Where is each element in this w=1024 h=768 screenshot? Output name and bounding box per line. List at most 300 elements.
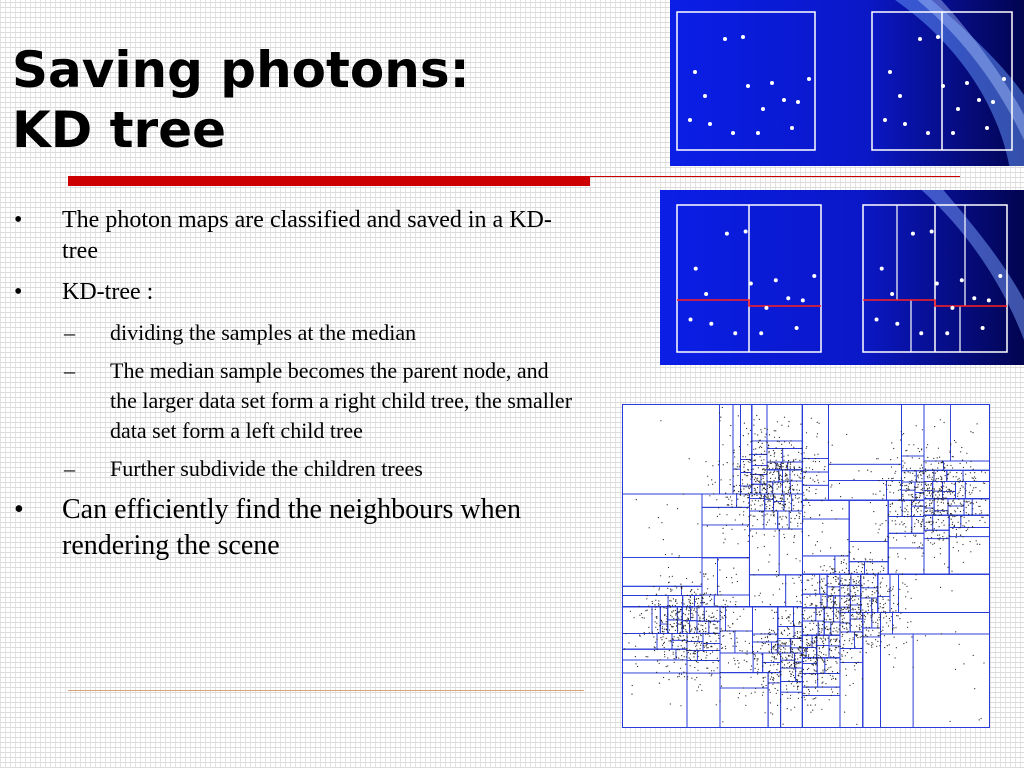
photon-dot xyxy=(912,457,913,458)
photon-dot xyxy=(824,627,825,628)
photon-dot xyxy=(913,501,914,502)
photon-dot xyxy=(763,454,764,455)
photon-dot xyxy=(788,455,789,456)
photon-dot xyxy=(727,630,728,631)
photon-dot xyxy=(782,643,783,644)
photon-dot xyxy=(823,654,824,655)
photon-dot xyxy=(715,605,716,606)
photon-dot xyxy=(791,518,792,519)
photon-dot xyxy=(796,596,797,597)
photon-dot xyxy=(854,669,855,670)
photon-dot xyxy=(717,667,718,668)
photon-dot xyxy=(649,527,650,528)
photon-dot xyxy=(846,622,847,623)
photon-dot xyxy=(984,522,985,523)
photon-dot xyxy=(823,621,824,622)
photon-dot xyxy=(682,640,683,641)
photon-dot xyxy=(758,569,759,570)
photon-dot xyxy=(973,503,974,504)
photon-dot xyxy=(750,430,751,431)
photon-dot xyxy=(937,538,938,539)
photon-dot xyxy=(733,612,734,613)
photon-dot xyxy=(789,639,790,640)
photon-dot xyxy=(921,524,922,525)
photon-dot xyxy=(937,467,938,468)
photon-dot xyxy=(693,70,697,74)
photon-dot xyxy=(776,510,777,511)
photon-dot xyxy=(822,659,823,660)
photon-dot xyxy=(782,694,783,695)
photon-dot xyxy=(817,640,818,641)
photon-dot xyxy=(721,686,722,687)
photon-dot xyxy=(974,476,975,477)
photon-dot xyxy=(802,590,803,591)
photon-dot xyxy=(825,596,826,597)
photon-dot xyxy=(765,504,766,505)
photon-dot xyxy=(725,493,726,494)
photon-dot xyxy=(915,505,916,506)
photon-dot xyxy=(889,492,890,493)
photon-dot xyxy=(815,493,816,494)
photon-dot xyxy=(890,587,891,588)
photon-dot xyxy=(764,495,765,496)
photon-dot xyxy=(648,606,649,607)
photon-dot xyxy=(777,651,778,652)
photon-dot xyxy=(767,486,768,487)
photon-dot xyxy=(803,505,804,506)
photon-dot xyxy=(680,632,681,633)
photon-dot xyxy=(758,669,759,670)
photon-dot xyxy=(845,655,846,656)
photon-dot xyxy=(961,516,962,517)
photon-dot xyxy=(777,465,778,466)
photon-dot xyxy=(758,658,759,659)
photon-dot xyxy=(873,573,874,574)
photon-dot xyxy=(868,630,869,631)
photon-dot xyxy=(852,608,853,609)
photon-dot xyxy=(806,687,807,688)
photon-dot xyxy=(830,596,831,597)
photon-dot xyxy=(772,653,773,654)
photon-dot xyxy=(710,622,711,623)
photon-dot xyxy=(973,655,974,656)
photon-dot xyxy=(768,493,769,494)
photon-dot xyxy=(810,658,811,659)
photon-dot xyxy=(801,531,802,532)
photon-dot xyxy=(939,494,940,495)
photon-dot xyxy=(816,663,817,664)
photon-dot xyxy=(718,595,719,596)
photon-dot xyxy=(782,618,783,619)
photon-dot xyxy=(738,491,739,492)
photon-dot xyxy=(924,488,925,489)
photon-dot xyxy=(931,464,932,465)
photon-dot xyxy=(813,698,814,699)
photon-dot xyxy=(717,606,718,607)
photon-dot xyxy=(677,508,678,509)
photon-dot xyxy=(856,612,857,613)
photon-dot xyxy=(648,627,649,628)
photon-dot xyxy=(898,500,899,501)
photon-dot xyxy=(688,652,689,653)
photon-dot xyxy=(766,685,767,686)
photon-dot xyxy=(779,640,780,641)
photon-dot xyxy=(759,440,760,441)
photon-dot xyxy=(865,559,866,560)
photon-dot xyxy=(837,693,838,694)
photon-dot xyxy=(840,496,841,497)
photon-dot xyxy=(806,681,807,682)
photon-dot xyxy=(705,574,706,575)
photon-dot xyxy=(666,618,667,619)
photon-dot xyxy=(771,491,772,492)
photon-dot xyxy=(815,593,816,594)
photon-dot xyxy=(699,618,700,619)
photon-dot xyxy=(860,583,861,584)
photon-dot xyxy=(933,470,934,471)
photon-dot xyxy=(730,484,731,485)
photon-dot xyxy=(885,539,886,540)
photon-dot xyxy=(860,586,861,587)
photon-dot xyxy=(745,494,746,495)
photon-dot xyxy=(775,523,776,524)
photon-dot xyxy=(654,650,655,651)
photon-dot xyxy=(942,509,943,510)
photon-dot xyxy=(724,615,725,616)
photon-dot xyxy=(931,490,932,491)
photon-dot xyxy=(944,471,945,472)
photon-dot xyxy=(829,648,830,649)
photon-dot xyxy=(683,613,684,614)
photon-dot xyxy=(743,435,744,436)
photon-dot xyxy=(660,420,661,421)
photon-dot xyxy=(695,594,696,595)
photon-dot xyxy=(803,661,804,662)
photon-dot xyxy=(846,434,847,435)
photon-dot xyxy=(829,619,830,620)
photon-dot xyxy=(836,635,837,636)
bullet-text: The photon maps are classified and saved in a KD-tree xyxy=(62,207,552,264)
photon-dot xyxy=(713,493,714,494)
photon-dot xyxy=(826,619,827,620)
bullet-item xyxy=(0,205,580,267)
photon-dot xyxy=(801,298,805,302)
photon-dot xyxy=(976,540,977,541)
photon-dot xyxy=(693,653,694,654)
photon-dot xyxy=(831,679,832,680)
photon-dot xyxy=(917,511,918,512)
photon-dot xyxy=(951,503,952,504)
photon-dot xyxy=(818,635,819,636)
photon-dot xyxy=(817,679,818,680)
photon-dot xyxy=(920,542,921,543)
photon-dot xyxy=(935,281,939,285)
kd-split-illustration-top xyxy=(670,0,1024,166)
photon-dot xyxy=(740,465,741,466)
photon-dot xyxy=(890,506,891,507)
photon-dot xyxy=(697,612,698,613)
photon-dot xyxy=(764,677,765,678)
photon-dot xyxy=(817,582,818,583)
photon-dot xyxy=(729,627,730,628)
photon-dot xyxy=(645,610,646,611)
photon-dot xyxy=(892,520,893,521)
photon-dot xyxy=(791,674,792,675)
photon-dot xyxy=(832,676,833,677)
photon-dot xyxy=(694,267,698,271)
photon-dot xyxy=(681,655,682,656)
photon-dot xyxy=(963,663,964,664)
photon-dot xyxy=(871,471,872,472)
photon-dot xyxy=(770,514,771,515)
photon-dot xyxy=(794,707,795,708)
photon-dot xyxy=(878,572,879,573)
photon-dot xyxy=(860,601,861,602)
photon-dot xyxy=(824,661,825,662)
photon-dot xyxy=(844,612,845,613)
photon-dot xyxy=(754,595,755,596)
photon-dot xyxy=(798,698,799,699)
photon-dot xyxy=(862,591,863,592)
photon-dot xyxy=(790,638,791,639)
photon-dot xyxy=(785,487,786,488)
photon-dot xyxy=(701,594,702,595)
photon-dot xyxy=(800,622,801,623)
photon-dot xyxy=(890,485,891,486)
photon-dot xyxy=(672,645,673,646)
photon-dot xyxy=(665,594,666,595)
photon-dot xyxy=(761,460,762,461)
photon-dot xyxy=(861,626,862,627)
photon-dot xyxy=(954,440,955,441)
photon-dot xyxy=(842,621,843,622)
sub-bullet-text: The median sample becomes the parent node, and the larger data set form a right child tree, the smaller data set form a left child tree xyxy=(110,358,573,443)
photon-dot xyxy=(686,608,687,609)
photon-dot xyxy=(691,640,692,641)
photon-dot xyxy=(761,495,762,496)
photon-dot xyxy=(646,598,647,599)
photon-dot xyxy=(864,583,865,584)
photon-dot xyxy=(789,655,790,656)
photon-dot xyxy=(748,493,749,494)
photon-dot xyxy=(699,630,700,631)
photon-dot xyxy=(733,463,734,464)
photon-dot xyxy=(921,478,922,479)
photon-dot xyxy=(933,458,934,459)
photon-dot xyxy=(797,689,798,690)
photon-dot xyxy=(898,597,899,598)
photon-dot xyxy=(844,602,845,603)
photon-dot xyxy=(867,470,868,471)
photon-dot xyxy=(656,616,657,617)
photon-dot xyxy=(671,600,672,601)
photon-dot xyxy=(795,635,796,636)
photon-dot xyxy=(902,500,903,501)
photon-dot xyxy=(737,543,738,544)
photon-dot xyxy=(666,638,667,639)
photon-dot xyxy=(853,546,854,547)
photon-dot xyxy=(787,463,788,464)
photon-dot xyxy=(809,505,810,506)
photon-dot xyxy=(839,613,840,614)
photon-dot xyxy=(872,594,873,595)
photon-dot xyxy=(749,488,750,489)
photon-dot xyxy=(935,494,936,495)
photon-dot xyxy=(838,652,839,653)
photon-dot xyxy=(957,481,958,482)
photon-dot xyxy=(935,461,936,462)
photon-dot xyxy=(919,458,920,459)
photon-dot xyxy=(729,633,730,634)
photon-dot xyxy=(840,629,841,630)
photon-dot xyxy=(929,500,930,501)
photon-dot xyxy=(773,630,774,631)
photon-dot xyxy=(822,602,823,603)
photon-dot xyxy=(751,693,752,694)
photon-dot xyxy=(854,599,855,600)
photon-dot xyxy=(942,482,943,483)
photon-dot xyxy=(831,593,832,594)
photon-dot xyxy=(769,498,770,499)
photon-dot xyxy=(701,643,702,644)
photon-dot xyxy=(796,515,797,516)
photon-dot xyxy=(740,449,741,450)
photon-dot xyxy=(743,461,744,462)
photon-dot xyxy=(760,440,761,441)
photon-dot xyxy=(868,644,869,645)
photon-dot xyxy=(793,460,794,461)
photon-dot xyxy=(813,656,814,657)
photon-dot xyxy=(890,620,891,621)
photon-dot xyxy=(800,424,801,425)
photon-dot xyxy=(960,480,961,481)
photon-dot xyxy=(698,651,699,652)
photon-dot xyxy=(774,453,775,454)
photon-dot xyxy=(987,514,988,515)
photon-dot xyxy=(710,594,711,595)
photon-dot xyxy=(771,610,772,611)
photon-dot xyxy=(759,482,760,483)
photon-dot xyxy=(776,612,777,613)
photon-dot xyxy=(751,508,752,509)
photon-dot xyxy=(963,475,964,476)
photon-dot xyxy=(717,586,718,587)
photon-dot xyxy=(793,636,794,637)
photon-dot xyxy=(749,462,750,463)
photon-dot xyxy=(776,693,777,694)
photon-dot xyxy=(772,656,773,657)
photon-dot xyxy=(811,578,812,579)
photon-dot xyxy=(861,648,862,649)
photon-dot xyxy=(732,582,733,583)
photon-dot xyxy=(751,505,752,506)
photon-dot xyxy=(826,626,827,627)
photon-dot xyxy=(839,641,840,642)
photon-dot xyxy=(759,511,760,512)
photon-dot xyxy=(930,509,931,510)
photon-dot xyxy=(952,467,953,468)
photon-dot xyxy=(799,460,800,461)
photon-dot xyxy=(905,608,906,609)
photon-dot xyxy=(830,547,831,548)
photon-dot xyxy=(836,581,837,582)
photon-dot xyxy=(934,543,935,544)
photon-dot xyxy=(913,667,914,668)
photon-dot xyxy=(705,628,706,629)
photon-dot xyxy=(774,536,775,537)
photon-dot xyxy=(664,614,665,615)
photon-dot xyxy=(918,520,919,521)
photon-dot xyxy=(684,676,685,677)
photon-dot xyxy=(782,526,783,527)
photon-dot xyxy=(824,607,825,608)
photon-dot xyxy=(787,498,788,499)
photon-dot xyxy=(880,617,881,618)
photon-dot xyxy=(750,474,751,475)
photon-dot xyxy=(897,514,898,515)
photon-dot xyxy=(804,458,805,459)
photon-dot xyxy=(661,522,662,523)
photon-dot xyxy=(833,613,834,614)
photon-dot xyxy=(952,516,953,517)
photon-dot xyxy=(781,616,782,617)
photon-dot xyxy=(844,596,845,597)
photon-dot xyxy=(678,658,679,659)
photon-dot xyxy=(916,487,917,488)
photon-dot xyxy=(814,590,815,591)
photon-dot xyxy=(690,613,691,614)
photon-dot xyxy=(813,643,814,644)
photon-dot xyxy=(748,469,749,470)
photon-dot xyxy=(960,523,961,524)
photon-dot xyxy=(862,624,863,625)
photon-dot xyxy=(832,601,833,602)
photon-dot xyxy=(825,607,826,608)
photon-dot xyxy=(675,605,676,606)
photon-dot xyxy=(697,643,698,644)
photon-dot xyxy=(872,559,873,560)
photon-dot xyxy=(955,483,956,484)
photon-dot xyxy=(835,602,836,603)
photon-dot xyxy=(849,579,850,580)
photon-dot xyxy=(815,458,816,459)
photon-dot xyxy=(726,577,727,578)
photon-dot xyxy=(765,489,766,490)
photon-dot xyxy=(972,508,973,509)
photon-dot xyxy=(770,461,771,462)
photon-dot xyxy=(736,469,737,470)
photon-dot xyxy=(698,686,699,687)
photon-dot xyxy=(726,514,727,515)
photon-dot xyxy=(762,511,763,512)
photon-dot xyxy=(966,522,967,523)
photon-dot xyxy=(789,495,790,496)
photon-dot xyxy=(745,486,746,487)
photon-dot xyxy=(771,676,772,677)
photon-dot xyxy=(771,463,772,464)
figure-frame xyxy=(623,405,990,728)
photon-dot xyxy=(981,510,982,511)
photon-dot xyxy=(717,622,718,623)
photon-dot xyxy=(830,486,831,487)
photon-dot xyxy=(802,641,803,642)
photon-dot xyxy=(775,688,776,689)
photon-dot xyxy=(664,656,665,657)
photon-dot xyxy=(686,606,687,607)
photon-dot xyxy=(860,610,861,611)
photon-dot xyxy=(830,572,831,573)
photon-dot xyxy=(826,613,827,614)
